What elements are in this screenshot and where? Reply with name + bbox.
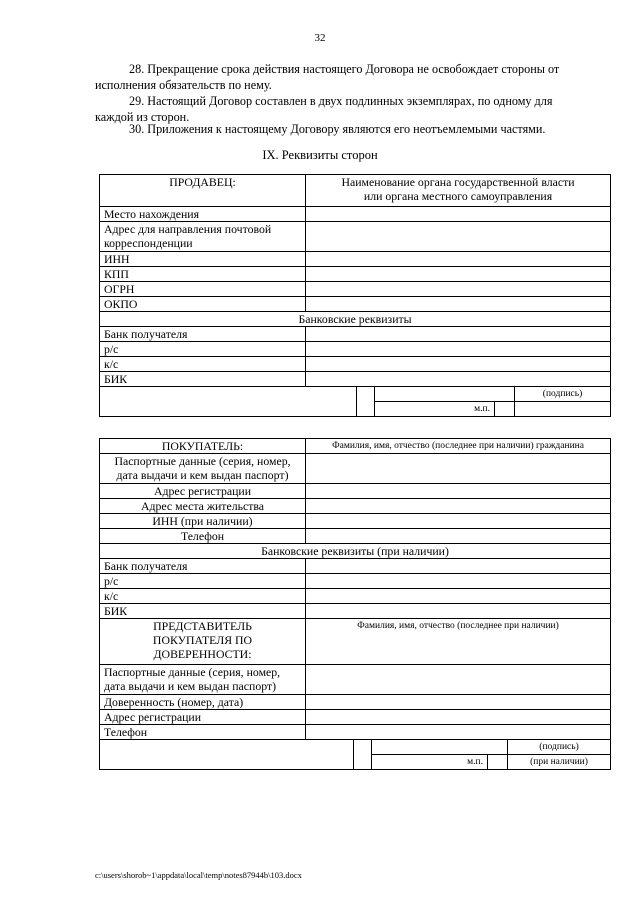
seller-stamp-area [515, 402, 611, 417]
buyer-field-value [306, 454, 611, 484]
representative-field-value [306, 710, 611, 725]
buyer-signature-label: (подпись) [508, 740, 611, 755]
buyer-signature-line [372, 740, 508, 755]
buyer-requisites-table [99, 438, 611, 770]
seller-signature-label: (подпись) [515, 387, 611, 402]
buyer-stamp-gap [488, 755, 508, 770]
paragraph-28 [95, 61, 610, 93]
footer-file-path: c:\users\shorob~1\appdata\local\temp\notes87944b\103.docx [95, 870, 302, 880]
seller-field-label: ОГРН [100, 282, 306, 297]
buyer-if-any-label: (при наличии) [508, 755, 611, 770]
seller-bank-header: Банковские реквизиты [100, 312, 611, 327]
representative-header: ПРЕДСТАВИТЕЛЬ ПОКУПАТЕЛЯ ПО ДОВЕРЕННОСТИ: [100, 619, 306, 665]
buyer-bank-field-label: к/с [100, 589, 306, 604]
seller-signature-line [375, 387, 515, 402]
representative-field-label: Доверенность (номер, дата) [100, 695, 306, 710]
buyer-field-label: Телефон [100, 529, 306, 544]
section-title: IX. Реквизиты сторон [262, 148, 378, 162]
buyer-bank-field-value [306, 589, 611, 604]
seller-bank-field-label: р/с [100, 342, 306, 357]
seller-field-value [306, 207, 611, 222]
seller-org-name-line2: или органа местного самоуправления [363, 189, 553, 203]
seller-field-label: ИНН [100, 252, 306, 267]
seller-field-label: Адрес для направления почтовой корреспонденции [100, 222, 306, 252]
seller-bank-field-value [306, 327, 611, 342]
seller-field-label: КПП [100, 267, 306, 282]
buyer-field-value [306, 514, 611, 529]
seller-field-label: Место нахождения [100, 207, 306, 222]
seller-signature-gap [357, 387, 375, 417]
representative-field-value [306, 725, 611, 740]
seller-field-value [306, 267, 611, 282]
seller-bank-field-value [306, 342, 611, 357]
buyer-bank-header: Банковские реквизиты (при наличии) [100, 544, 611, 559]
buyer-header: ПОКУПАТЕЛЬ: [100, 439, 306, 454]
representative-field-label: Адрес регистрации [100, 710, 306, 725]
buyer-bank-field-value [306, 604, 611, 619]
seller-bank-field-label: Банк получателя [100, 327, 306, 342]
buyer-stamp-label: м.п. [372, 755, 488, 770]
representative-field-label: Паспортные данные (серия, номер, дата выдачи и кем выдан паспорт) [100, 665, 306, 695]
buyer-signature-area [100, 740, 354, 770]
seller-field-value [306, 252, 611, 267]
representative-field-value [306, 665, 611, 695]
paragraph-28-first-line: 28. Прекращение срока действия настоящего Договора не освобождает стороны от [129, 62, 560, 76]
seller-org-name-line1: Наименование органа государственной власти [341, 175, 575, 189]
buyer-bank-field-label: БИК [100, 604, 306, 619]
representative-field-label: Телефон [100, 725, 306, 740]
buyer-signature-gap [354, 740, 372, 770]
representative-name-label: Фамилия, имя, отчество (последнее при наличии) [306, 619, 611, 665]
seller-field-label: ОКПО [100, 297, 306, 312]
buyer-field-value [306, 499, 611, 514]
paragraph-30 [95, 121, 610, 137]
buyer-field-value [306, 529, 611, 544]
seller-field-value [306, 222, 611, 252]
buyer-field-label: Адрес места жительства [100, 499, 306, 514]
buyer-field-label: Адрес регистрации [100, 484, 306, 499]
seller-stamp-label: м.п. [375, 402, 495, 417]
seller-field-value [306, 282, 611, 297]
seller-field-value [306, 297, 611, 312]
buyer-field-label: Паспортные данные (серия, номер, дата выдачи и кем выдан паспорт) [100, 454, 306, 484]
buyer-bank-field-value [306, 574, 611, 589]
seller-header: ПРОДАВЕЦ: [100, 175, 306, 207]
buyer-field-label: ИНН (при наличии) [100, 514, 306, 529]
paragraph-29-rest: каждой из сторон. [95, 110, 190, 124]
seller-stamp-gap [495, 402, 515, 417]
seller-bank-field-value [306, 357, 611, 372]
seller-org-name-label [306, 175, 611, 207]
buyer-bank-field-value [306, 559, 611, 574]
paragraph-28-rest: исполнения обязательств по нему. [95, 78, 272, 92]
page-number: 32 [314, 32, 326, 44]
buyer-field-value [306, 484, 611, 499]
seller-signature-area [100, 387, 357, 417]
paragraph-30-first-line: 30. Приложения к настоящему Договору являются его неотъемлемыми частями. [129, 122, 546, 136]
buyer-name-label: Фамилия, имя, отчество (последнее при наличии) гражданина [306, 439, 611, 454]
representative-field-value [306, 695, 611, 710]
buyer-bank-field-label: р/с [100, 574, 306, 589]
seller-bank-field-value [306, 372, 611, 387]
seller-bank-field-label: к/с [100, 357, 306, 372]
paragraph-29-first-line: 29. Настоящий Договор составлен в двух подлинных экземплярах, по одному для [129, 94, 553, 108]
buyer-bank-field-label: Банк получателя [100, 559, 306, 574]
seller-bank-field-label: БИК [100, 372, 306, 387]
seller-requisites-table [99, 174, 611, 417]
